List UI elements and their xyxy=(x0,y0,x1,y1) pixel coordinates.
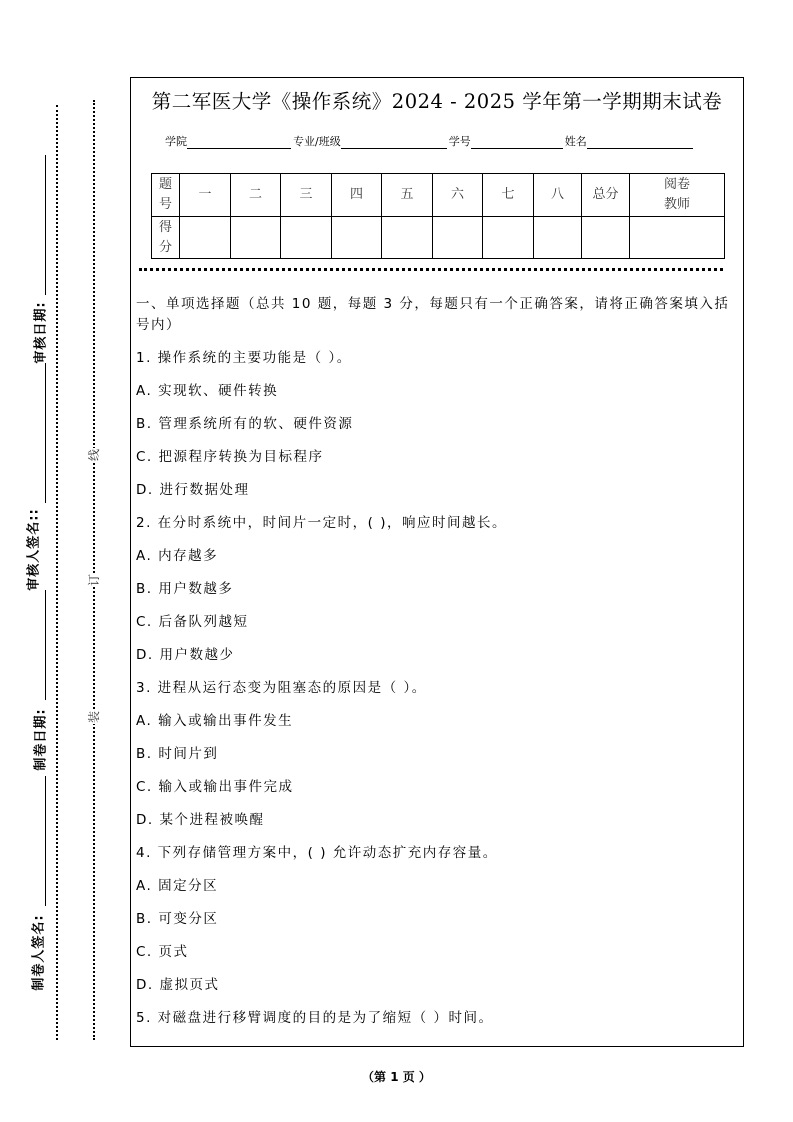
question-stem: 2. 在分时系统中，时间片一定时，( )，响应时间越长。 xyxy=(136,515,507,531)
exam-author-signature-label: 制卷人签名: xyxy=(31,914,47,991)
binding-mark-staple: 订 xyxy=(87,573,102,587)
option-c: C. 后备队列越短 xyxy=(136,614,249,630)
question-section xyxy=(136,294,735,1041)
score-cell[interactable] xyxy=(231,217,281,259)
outer-dotted-line xyxy=(93,100,95,1040)
option-a: A. 内存越多 xyxy=(136,548,219,564)
question-3 xyxy=(136,678,735,843)
option-d: D. 进行数据处理 xyxy=(136,482,250,498)
name-field[interactable] xyxy=(587,136,693,149)
option-b: B. 管理系统所有的软、硬件资源 xyxy=(136,416,354,432)
option-b: B. 时间片到 xyxy=(136,746,219,762)
question-stem: 1. 操作系统的主要功能是（ ）。 xyxy=(136,350,352,366)
option-c: C. 输入或输出事件完成 xyxy=(136,779,294,795)
binding-mark-line: 线 xyxy=(87,448,102,462)
option-c: C. 把源程序转换为目标程序 xyxy=(136,449,324,465)
column-header: 八 xyxy=(534,174,582,217)
student-info-row xyxy=(165,133,695,149)
column-header: 一 xyxy=(180,174,231,217)
score-cell[interactable] xyxy=(534,217,582,259)
inner-dotted-line xyxy=(56,105,58,1040)
column-header: 二 xyxy=(231,174,281,217)
reviewer-signature-label: 审核人签名:: xyxy=(26,508,42,591)
signature-underline xyxy=(45,155,46,295)
dotted-separator xyxy=(139,268,723,271)
student-id-label: 学号 xyxy=(448,135,471,148)
question-2 xyxy=(136,513,735,678)
option-b: B. 用户数越多 xyxy=(136,581,234,597)
score-cell[interactable] xyxy=(332,217,382,259)
major-class-field[interactable] xyxy=(341,136,447,149)
signature-underline xyxy=(45,776,46,906)
score-cell[interactable] xyxy=(382,217,433,259)
question-stem: 5. 对磁盘进行移臂调度的目的是为了缩短（ ）时间。 xyxy=(136,1010,494,1026)
signature-underline xyxy=(45,363,46,503)
question-stem: 3. 进程从运行态变为阻塞态的原因是（ ）。 xyxy=(136,680,427,696)
score-cell[interactable] xyxy=(180,217,231,259)
question-1 xyxy=(136,348,735,513)
question-5 xyxy=(136,1008,735,1041)
column-header: 七 xyxy=(483,174,534,217)
option-a: A. 固定分区 xyxy=(136,878,219,894)
exam-title: 第二军医大学《操作系统》2024 - 2025 学年第一学期期末试卷 xyxy=(151,90,723,113)
reviewer-header: 阅卷 教师 xyxy=(630,174,725,217)
exam-page xyxy=(130,77,744,1047)
review-date-label: 审核日期: xyxy=(33,301,49,364)
column-header: 三 xyxy=(281,174,332,217)
score-row xyxy=(152,217,725,259)
question-4 xyxy=(136,843,735,1008)
option-d: D. 用户数越少 xyxy=(136,647,235,663)
column-header: 六 xyxy=(433,174,483,217)
option-b: B. 可变分区 xyxy=(136,911,219,927)
option-d: D. 某个进程被唤醒 xyxy=(136,812,265,828)
score-row-header: 得 分 xyxy=(152,217,180,259)
question-stem: 4. 下列存储管理方案中，( ) 允许动态扩充内存容量。 xyxy=(136,845,498,861)
option-a: A. 输入或输出事件发生 xyxy=(136,713,294,729)
score-cell[interactable] xyxy=(281,217,332,259)
option-c: C. 页式 xyxy=(136,944,189,960)
score-cell[interactable] xyxy=(433,217,483,259)
signature-underline xyxy=(45,590,46,700)
college-field[interactable] xyxy=(187,136,291,149)
reviewer-cell[interactable] xyxy=(630,217,725,259)
major-class-label: 专业/班级 xyxy=(293,135,341,148)
question-number-header: 题 号 xyxy=(152,174,180,217)
column-header: 四 xyxy=(332,174,382,217)
column-header: 五 xyxy=(382,174,433,217)
section-instructions: 一、单项选择题（总共 10 题，每题 3 分，每题只有一个正确答案，请将正确答案填入括号内） xyxy=(136,296,730,333)
total-score-cell[interactable] xyxy=(582,217,630,259)
student-id-field[interactable] xyxy=(471,136,563,149)
question-number-row xyxy=(152,174,725,217)
page-number: （第 1 页 ） xyxy=(362,1070,431,1084)
option-d: D. 虚拟页式 xyxy=(136,977,220,993)
score-cell[interactable] xyxy=(483,217,534,259)
exam-date-label: 制卷日期: xyxy=(33,708,49,771)
total-score-header: 总分 xyxy=(582,174,630,217)
score-table xyxy=(151,173,725,259)
name-label: 姓名 xyxy=(564,135,587,148)
college-label: 学院 xyxy=(165,135,187,148)
binding-mark-bind: 装 xyxy=(87,710,102,724)
option-a: A. 实现软、硬件转换 xyxy=(136,383,279,399)
